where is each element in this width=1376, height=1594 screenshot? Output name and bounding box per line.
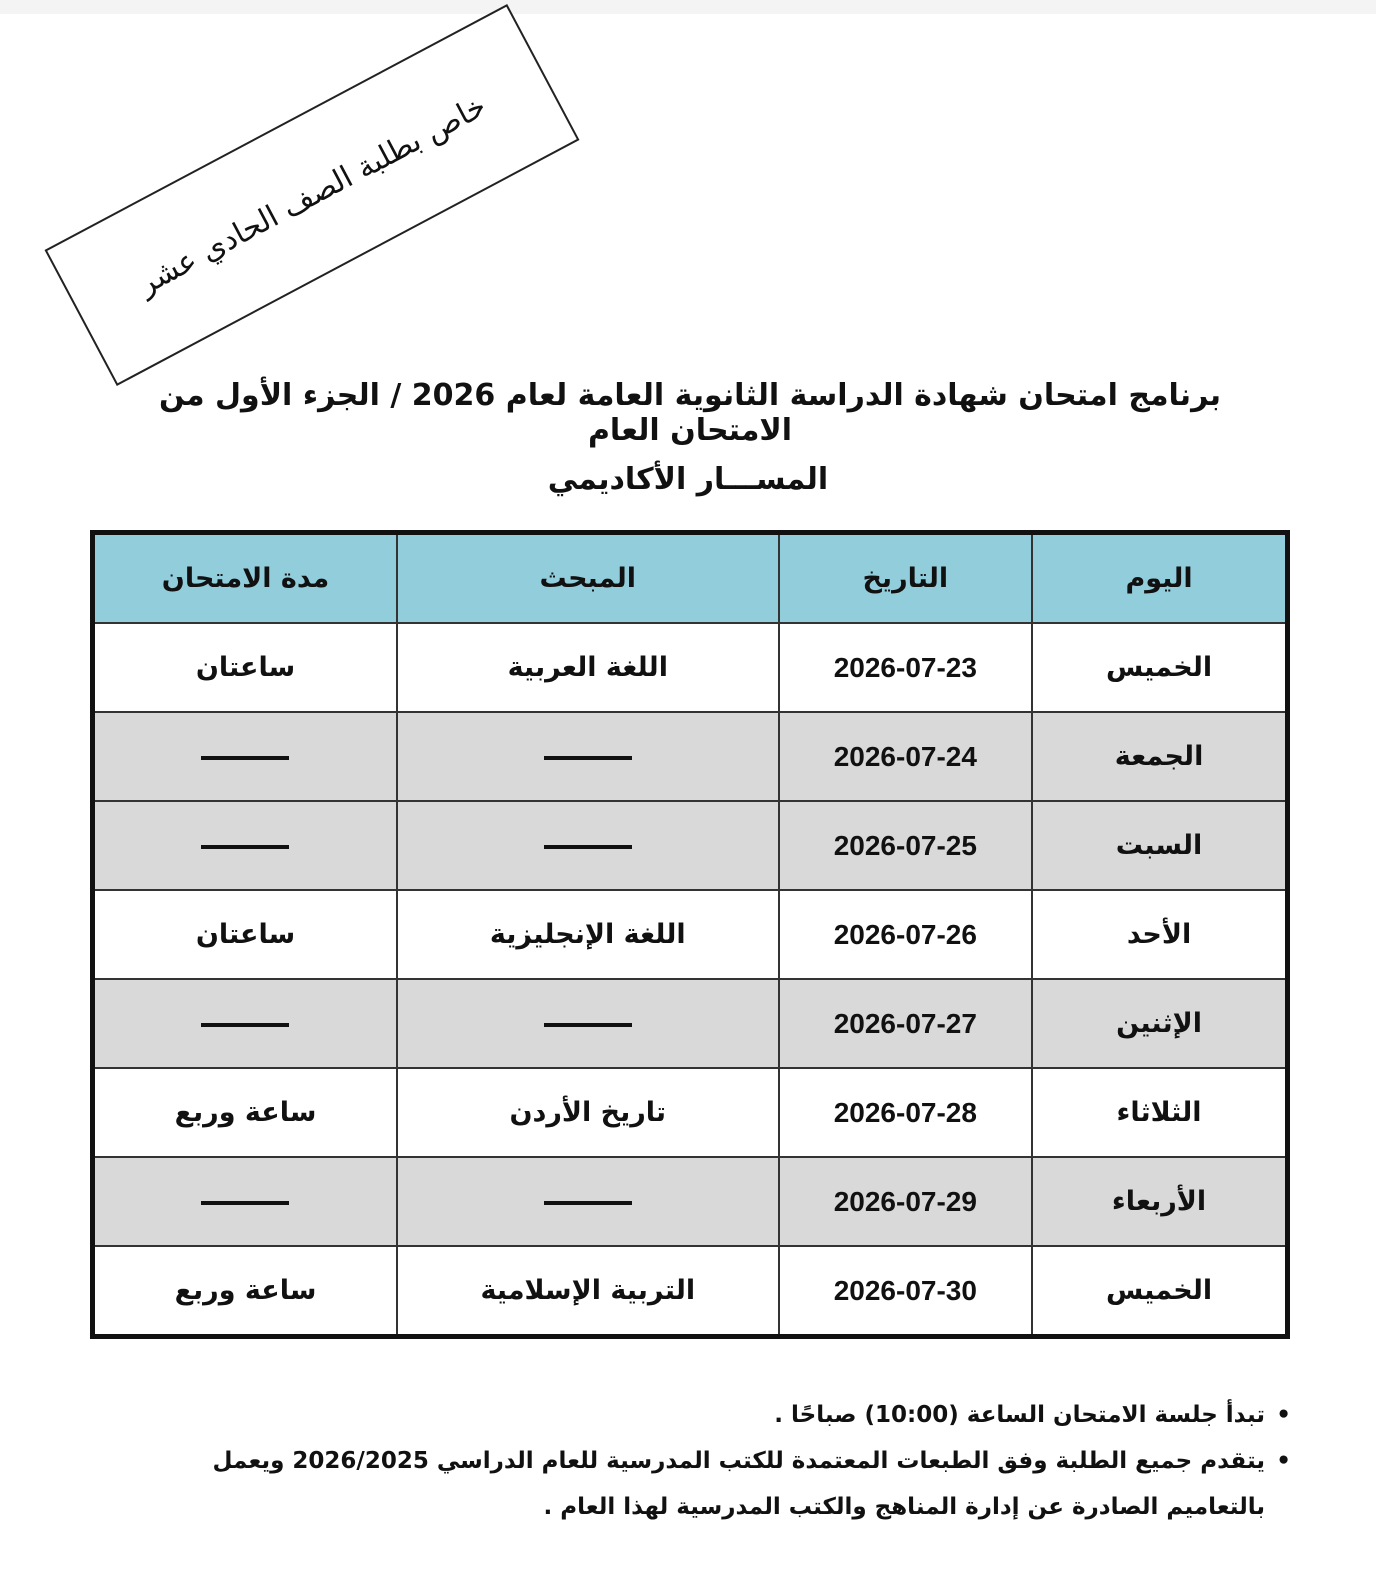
exam-schedule-table xyxy=(90,530,1290,1339)
note-item xyxy=(120,1438,1295,1530)
cell-duration xyxy=(93,979,397,1068)
cell-date: 2026-07-30 xyxy=(779,1246,1033,1337)
table-row xyxy=(93,890,1288,979)
cell-date: 2026-07-27 xyxy=(779,979,1033,1068)
cell-subject xyxy=(397,1157,779,1246)
cell-date: 2026-07-24 xyxy=(779,712,1033,801)
empty-dash xyxy=(201,756,289,760)
cell-subject xyxy=(397,712,779,801)
empty-dash xyxy=(201,1201,289,1205)
table-row xyxy=(93,1246,1288,1337)
bullet-icon: • xyxy=(1276,1402,1291,1428)
cell-duration: ساعتان xyxy=(93,890,397,979)
empty-dash xyxy=(544,1023,632,1027)
cell-duration: ساعة وربع xyxy=(93,1068,397,1157)
cell-day: الجمعة xyxy=(1032,712,1287,801)
table-row xyxy=(93,801,1288,890)
cell-day: الإثنين xyxy=(1032,979,1287,1068)
cell-date: 2026-07-26 xyxy=(779,890,1033,979)
cell-date: 2026-07-25 xyxy=(779,801,1033,890)
table-row xyxy=(93,1068,1288,1157)
cell-date: 2026-07-29 xyxy=(779,1157,1033,1246)
empty-dash xyxy=(201,845,289,849)
cell-day: السبت xyxy=(1032,801,1287,890)
cell-duration: ساعة وربع xyxy=(93,1246,397,1337)
cell-subject: اللغة الإنجليزية xyxy=(397,890,779,979)
note-text: يتقدم جميع الطلبة وفق الطبعات المعتمدة للكتب المدرسية للعام الدراسي 2026/2025 ويعمل بالتعاميم الصادرة عن إدارة المناهج والكتب المدرسية لهذا العام . xyxy=(212,1448,1265,1520)
top-edge xyxy=(0,0,1376,14)
cell-date: 2026-07-28 xyxy=(779,1068,1033,1157)
note-text: تبدأ جلسة الامتحان الساعة (10:00) صباحًا . xyxy=(774,1402,1265,1428)
table-header-row xyxy=(93,533,1288,624)
empty-dash xyxy=(544,756,632,760)
cell-date: 2026-07-23 xyxy=(779,623,1033,712)
cell-day: الخميس xyxy=(1032,1246,1287,1337)
cell-duration xyxy=(93,1157,397,1246)
bullet-icon: • xyxy=(1276,1448,1291,1474)
cell-duration xyxy=(93,801,397,890)
cell-duration: ساعتان xyxy=(93,623,397,712)
cell-day: الثلاثاء xyxy=(1032,1068,1287,1157)
cell-subject: تاريخ الأردن xyxy=(397,1068,779,1157)
table-row xyxy=(93,623,1288,712)
header-duration: مدة الامتحان xyxy=(93,533,397,624)
table-row xyxy=(93,712,1288,801)
header-date: التاريخ xyxy=(779,533,1033,624)
cell-day: الأربعاء xyxy=(1032,1157,1287,1246)
empty-dash xyxy=(544,845,632,849)
table-row xyxy=(93,979,1288,1068)
cell-duration xyxy=(93,712,397,801)
page-subtitle: المســـار الأكاديمي xyxy=(547,462,829,497)
table-row xyxy=(93,1157,1288,1246)
cell-subject xyxy=(397,801,779,890)
cell-subject: اللغة العربية xyxy=(397,623,779,712)
cell-day: الخميس xyxy=(1032,623,1287,712)
notes-section xyxy=(120,1392,1295,1530)
header-day: اليوم xyxy=(1032,533,1287,624)
header-subject: المبحث xyxy=(397,533,779,624)
cell-subject: التربية الإسلامية xyxy=(397,1246,779,1337)
page-title: برنامج امتحان شهادة الدراسة الثانوية العامة لعام 2026 / الجزء الأول من الامتحان العام xyxy=(159,378,1221,448)
cell-subject xyxy=(397,979,779,1068)
note-item xyxy=(120,1392,1295,1438)
stamp-text: خاص بطلبة الصف الحادي عشر xyxy=(132,88,492,302)
cell-day: الأحد xyxy=(1032,890,1287,979)
audience-stamp xyxy=(45,4,580,386)
empty-dash xyxy=(544,1201,632,1205)
empty-dash xyxy=(201,1023,289,1027)
